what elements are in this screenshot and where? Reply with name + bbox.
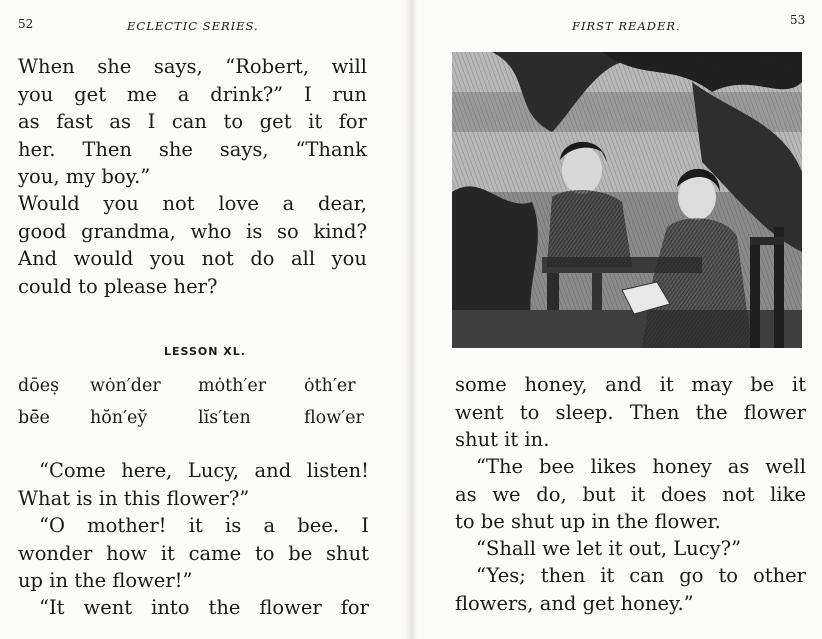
paragraph [455, 453, 806, 536]
text-line: What is in this flower?” [18, 486, 250, 510]
vocab-word: lĭs′ten [198, 408, 251, 428]
engraving-illustration-icon [452, 52, 802, 348]
running-head: FIRST READER. [572, 19, 681, 33]
text-line: could to please her? [18, 274, 218, 298]
vocab-word: ȯth′er [304, 376, 356, 396]
text-line: as fast as I can to get it for [18, 110, 367, 133]
vocab-word: wȯn′der [90, 376, 161, 396]
lesson-title: LESSON XL. [164, 345, 246, 358]
left-page [0, 0, 410, 639]
text-line: good grandma, who is so kind? [18, 219, 367, 243]
text-line: went to sleep. Then the flower [455, 400, 806, 424]
text-line: you get me a drink?” I run [18, 82, 367, 106]
running-head: ECLECTIC SERIES. [127, 19, 259, 33]
vocabulary-list [0, 376, 410, 436]
text-line: “Shall we let it out, Lucy?” [476, 537, 742, 560]
vocab-word: dōeṣ [18, 376, 60, 396]
vocab-word: bē̄e [18, 408, 50, 428]
paragraph [18, 190, 367, 300]
page-number: 53 [790, 13, 806, 27]
text-line: When she says, “Robert, will [18, 55, 367, 78]
vocab-word: mȯth′er [198, 376, 267, 396]
paragraph [455, 371, 806, 454]
text-line: Would you not love a dear, [18, 192, 367, 215]
text-line: “The bee likes honey as well [476, 455, 806, 478]
text-line: up in the flower!” [18, 569, 193, 592]
text-line: “It went into the flower for [39, 596, 369, 619]
text-line: “O mother! it is a bee. I [39, 514, 369, 537]
text-line: flowers, and get honey.” [455, 591, 694, 615]
page-number: 52 [18, 17, 34, 31]
text-line: to be shut up in the flower. [455, 510, 721, 533]
text-line: And would you not do all you [18, 247, 367, 270]
text-line: wonder how it came to be shut [18, 541, 369, 565]
right-page [412, 0, 822, 639]
text-line: shut it in. [455, 428, 550, 451]
vocab-word: flow′er [304, 408, 364, 428]
paragraph [18, 512, 369, 595]
paragraph [18, 53, 367, 191]
text-line: you, my boy.” [18, 165, 151, 188]
paragraph [18, 594, 369, 622]
paragraph [18, 457, 369, 512]
text-line: “Yes; then it can go to other [476, 564, 806, 587]
paragraph [455, 562, 806, 617]
text-line: “Come here, Lucy, and listen! [39, 459, 369, 482]
text-line: some honey, and it may be it [455, 373, 806, 396]
paragraph [455, 535, 806, 563]
vocab-word: hŏn′ey̆ [90, 408, 148, 428]
text-line: as we do, but it does not like [455, 482, 806, 506]
text-line: her. Then she says, “Thank [18, 137, 367, 161]
